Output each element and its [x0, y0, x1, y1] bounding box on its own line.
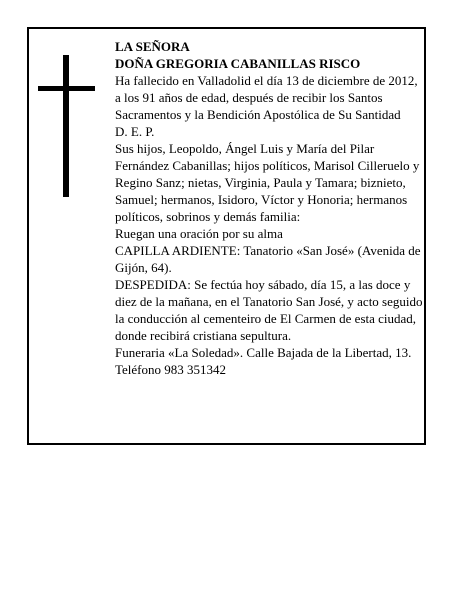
funeral-home-info: Funeraria «La Soledad». Calle Bajada de la Libertad, 13. [115, 345, 412, 360]
rip-text: D. E. P. [115, 124, 155, 139]
deceased-name: DOÑA GREGORIA CABANILLAS RISCO [115, 56, 361, 71]
prayer-request: Ruegan una oración por su alma [115, 226, 283, 241]
phone-number: Teléfono 983 351342 [115, 362, 227, 377]
chapel-info: CAPILLA ARDIENTE: Tanatorio «San José» (Avenida de Gijón, 64). [115, 243, 421, 275]
cross-horizontal-bar [38, 86, 95, 91]
death-announcement: Ha fallecido en Valladolid el día 13 de diciembre de 2012, a los 91 años de edad, después de recibir los Santos Sacramentos y la Bendición Apostólica de Su Santidad [115, 73, 418, 122]
family-list: Sus hijos, Leopoldo, Ángel Luis y María del Pilar Fernández Cabanillas; hijos políticos, Marisol Cilleruelo y Regino Sanz; nietas, Virginia, Paula y Tamara; biznieto, Samuel; hermanos, Isidoro, Víctor y Honoria; hermanos políticos, sobrinos y demás familia: [115, 141, 420, 224]
farewell-info: DESPEDIDA: Se fectúa hoy sábado, día 15, a las doce y diez de la mañana, en el Tanatorio San José, y acto seguido la conducción al cementeiro de El Carmen de esta ciudad, donde recibirá cristiana sepultura. [115, 277, 423, 343]
notice-heading: LA SEÑORA [115, 39, 190, 54]
obituary-text [115, 38, 425, 378]
cross-vertical-bar [63, 55, 69, 197]
